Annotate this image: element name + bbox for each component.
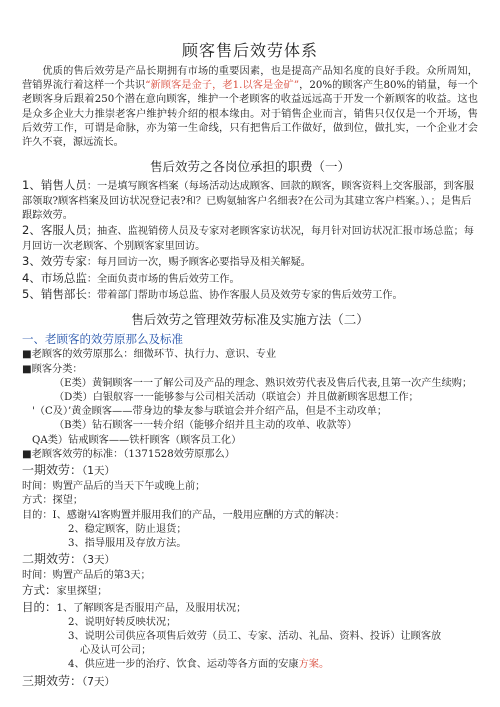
document-title: 顾客售后效劳体系	[181, 41, 318, 60]
phase-1-goal-2: 2、稳定顾客，防止退货；	[68, 523, 187, 535]
phase-2-goal-1: 目的：1、了解顾客是否服用产品，及服用状况；	[22, 599, 247, 614]
section-2-title: 售后效劳之管理效劳标准及实施方法（二）	[131, 312, 369, 328]
class-e: （E类）黄铜顾客一一了解公司及产品的理念、熟识效劳代表及售后代表,且第一次产生续购；	[54, 377, 473, 389]
phase-2-goal-2: 2、说明好转反映状况；	[68, 616, 177, 628]
role-name: 市场总监	[40, 270, 87, 285]
phase-1-method: 方式：探望；	[22, 495, 84, 507]
class-d: （D类）白银舣容一一能够参与公司相关活动（联谊会）并且做新顾客思想工作；	[54, 392, 419, 404]
role-name: 效劳专家	[40, 254, 87, 269]
class-c: '（C及）’黄金顾客——带身边的挚友参与联谊会并介绍产品，但是不主动攻单；	[32, 406, 388, 418]
section-1-title: 售后效劳之各岗位承担的职费（一）	[149, 159, 350, 175]
phase-2-heading: 二期效劳：（3天）	[22, 552, 115, 567]
customer-classification-label: ■顾客分类：	[22, 363, 83, 375]
service-principle: ■老顾客的效劳原那么：细微环节、执行力、意识、专业	[22, 349, 277, 361]
phase-2-time: 时间：购置产品后的第3天；	[22, 570, 151, 582]
role-item: 2、客服人员；抽查、监视销傍人员及专家对老顾客家访状况，每月针对回访状况汇报市场总监；每月回访一次老顾客、个别顾客家里回访。	[22, 223, 474, 252]
role-name: 销售部长	[40, 287, 87, 302]
role-item: 5、销售部长：带着部门帮助市场总监、协作客服人员及效劳专家的售后效劳工作。	[22, 287, 403, 302]
phase-2-method: 方式：家里探望；	[22, 583, 108, 598]
role-item: 1、销售人员：一是填写顾客档案（每场活动达成顾客、回款的顾客，顾客资料上交客服部，到客服部领取?顾客档案及回访状况登记表?和？已购氨轴客户名细表?在公司为其建立客户档案。）、；是售后跟踪效劳。	[22, 178, 474, 222]
phase-1-heading: 一期效劳：（1天）	[22, 463, 115, 478]
phase-2-goal-3: 3、说明公司供应各项售后效劳（员工、专家、活动、礼品、资料、投诉）让顾客放	[68, 630, 442, 642]
role-name: 客服人员	[40, 223, 87, 238]
phase-2-goal-3-cont: 心及认可公司；	[80, 645, 152, 657]
role-item: 3、效劳专家：每月回访一次，赐予顾客必要指导及相关解疑。	[22, 254, 311, 269]
class-b: （B类）钻石顾客一一转介绍（能够介绍并且主动的攻单、收款等）	[54, 420, 357, 432]
phase-2-goal-4: 4、供应进一步的治疗、饮食、运动等各方面的安康方案。	[68, 659, 330, 671]
intro-paragraph	[22, 65, 478, 150]
intro-text-before: 优质的售后效劳是产品长期拥有市场的重要因素，也是提高产品知名度的良好手段。众所周知，营销界流行着这样一个共识	[22, 66, 478, 92]
intro-text-after: ，20%的顾客产生80%的销量，每一个老顾客身后跟着250个潜在意向顾客，维护一个老顾客的收益远远高于开发一个新顾客的收益。这也是众多企业大力推崇老客户维护转介绍的根本缘由。对于销售企业而言，销售只仅仅是一个开场，售后效劳工作，可谓是命脉，亦为第一生命线，只有把售后工作做好，做到位，做扎实，一个企业才会许久不衰，源远流长。	[22, 80, 478, 149]
service-standard: ■老顾客效劳的标准：（1371528效劳原那么）	[22, 448, 235, 460]
role-item: 4、市场总监：全面负责市场的售后效劳工作。	[22, 270, 240, 285]
phase-1-goal-3: 3、指导服用及存放方法。	[68, 537, 187, 549]
phase-1-goal-1: 目的：I、感谢¼l客购置并服用我们的产品，一般用应酬的方式的解决：	[22, 509, 345, 521]
phase-1-time: 时间：购置产品后的当天下午或晚上前；	[22, 481, 206, 493]
phase-3-heading: 三期效劳：（7天）	[22, 673, 115, 688]
class-a: QA类）钻戒顾客——铁杆顾客（顾客员工化）	[32, 434, 242, 446]
subsection-title: 一、老顾客的效劳原那么及标准	[22, 332, 183, 347]
intro-quote: “新顾客是金子，老1.以客是金矿”	[145, 80, 300, 92]
role-name: 销售人员	[40, 178, 87, 193]
